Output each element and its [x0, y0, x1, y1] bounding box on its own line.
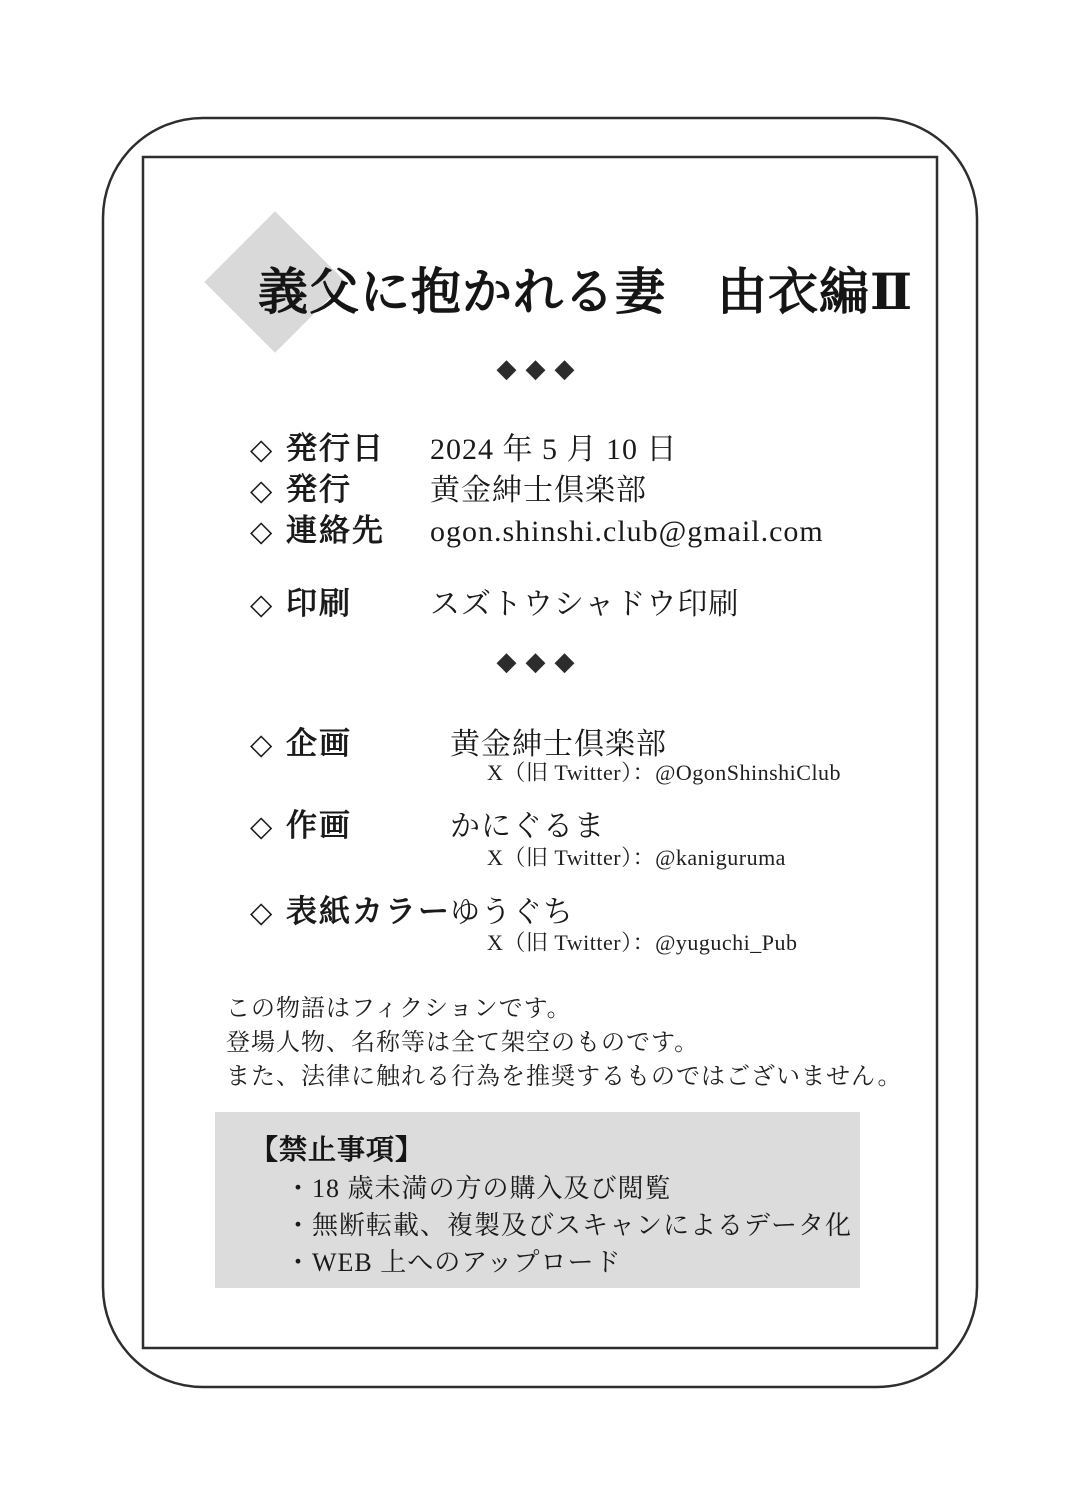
publication-row-contact [250, 505, 824, 550]
publication-row-issue-date [250, 423, 678, 468]
diamond-separator-middle: ◆◆◆ [496, 647, 584, 676]
publication-label: 発行 [286, 472, 352, 507]
diamond-outline-icon: ◇ [250, 434, 273, 466]
publication-value: 黄金紳士倶楽部 [430, 474, 647, 507]
credit-row-artwork [250, 800, 605, 845]
page-title: 義父に抱かれる妻 由衣編Ⅱ [258, 264, 914, 320]
credit-value: 黄金紳士倶楽部 [450, 728, 667, 761]
diamond-separator-top: ◆◆◆ [496, 354, 584, 383]
publication-label: 発行日 [286, 431, 385, 466]
credit-social-handle: X（旧 Twitter）：@yuguchi_Pub [487, 930, 798, 955]
diamond-outline-icon: ◇ [250, 897, 273, 929]
diamond-outline-icon: ◇ [250, 729, 273, 761]
publication-label: 連絡先 [286, 513, 385, 548]
contact-email-text: ogon.shinshi.club@gmail.com [430, 515, 824, 548]
prohibited-item: ・無断転載、複製及びスキャンによるデータ化 [285, 1211, 853, 1240]
publication-value: 2024 年 5 月 10 日 [430, 433, 678, 466]
credit-value: かにぐるま [450, 810, 605, 843]
disclaimer-line: 登場人物、名称等は全て架空のものです。 [226, 1030, 700, 1056]
credit-social-handle: X（旧 Twitter）：@OgonShinshiClub [487, 760, 842, 785]
credit-label: 企画 [286, 726, 352, 761]
publication-value: スズトウシャドウ印刷 [430, 588, 740, 621]
diamond-outline-icon: ◇ [250, 811, 273, 843]
fiction-disclaimer [226, 992, 902, 1094]
prohibited-item: ・18 歳未満の方の購入及び閲覧 [285, 1174, 672, 1203]
publication-label: 印刷 [286, 586, 352, 621]
credit-label: 表紙カラー [286, 894, 451, 929]
credit-row-cover-color [250, 886, 574, 931]
publication-row-printer [250, 578, 739, 623]
credit-value: ゆうぐち [450, 896, 574, 929]
diamond-outline-icon: ◇ [250, 589, 273, 621]
prohibited-heading: 【禁止事項】 [250, 1134, 425, 1165]
diamond-outline-icon: ◇ [250, 475, 273, 507]
prohibited-item: ・WEB 上へのアップロード [285, 1248, 622, 1277]
diamond-outline-icon: ◇ [250, 516, 273, 548]
publication-row-publisher [250, 464, 647, 509]
credit-social-handle: X（旧 Twitter）：@kaniguruma [487, 845, 786, 870]
disclaimer-line: この物語はフィクションです。 [226, 996, 572, 1022]
credit-label: 作画 [286, 808, 352, 843]
disclaimer-line: また、法律に触れる行為を推奨するものではございません。 [226, 1064, 903, 1090]
prohibited-items-box [215, 1112, 860, 1288]
